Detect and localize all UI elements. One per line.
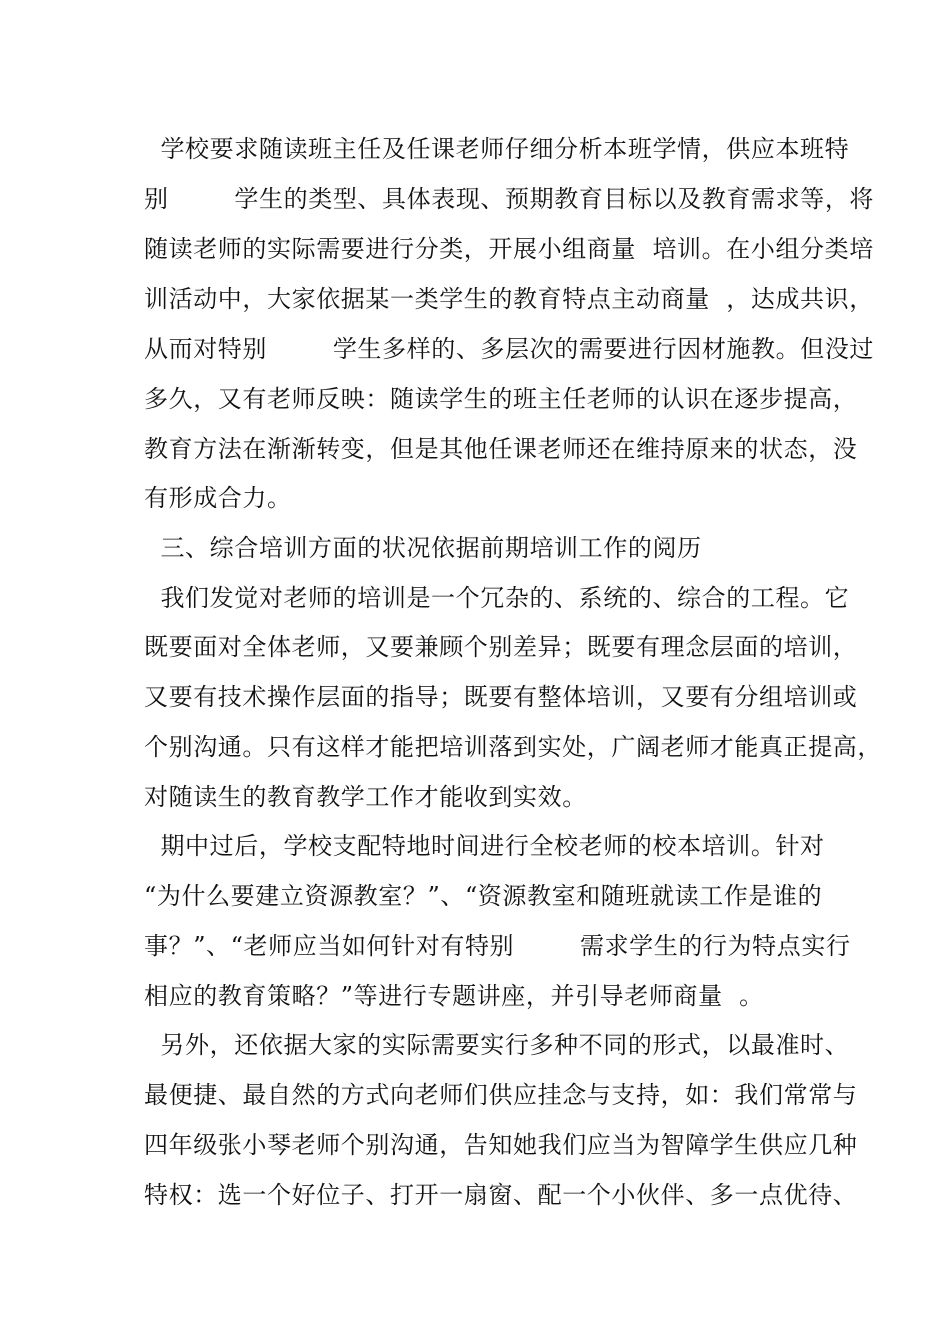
text-line: 教育方法在渐渐转变，但是其他任课老师还在维持原来的状态，没 — [144, 435, 858, 463]
section-heading: 三、综合培训方面的状况依据前期培训工作的阅历 — [144, 534, 702, 562]
text-line: 另外，还依据大家的实际需要实行多种不同的形式，以最准时、 — [144, 1031, 850, 1059]
text-line: 事？”、“老师应当如何针对有特别 需求学生的行为特点实行 — [144, 932, 851, 960]
text-line: 学校要求随读班主任及任课老师仔细分析本班学情，供应本班特 — [144, 135, 850, 163]
text-line: 既要面对全体老师，又要兼顾个别差异；既要有理念层面的培训， — [144, 633, 858, 661]
text-line: 从而对特别 学生多样的、多层次的需要进行因材施教。但没过 — [144, 335, 875, 363]
text-line: 最便捷、最自然的方式向老师们供应挂念与支持，如：我们常常与 — [144, 1081, 858, 1109]
text-line: 多久，又有老师反映：随读学生的班主任老师的认识在逐步提高， — [144, 385, 858, 413]
text-line: 四年级张小琴老师个别沟通，告知她我们应当为智障学生供应几种 — [144, 1131, 858, 1159]
text-line: 有形成合力。 — [144, 484, 292, 512]
text-line: “为什么要建立资源教室？”、“资源教室和随班就读工作是谁的 — [144, 882, 823, 910]
text-line: 别 学生的类型、具体表现、预期教育目标以及教育需求等，将 — [144, 185, 875, 213]
text-line: 我们发觉对老师的培训是一个冗杂的、系统的、综合的工程。它 — [144, 584, 850, 612]
text-line: 相应的教育策略？”等进行专题讲座，并引导老师商量 。 — [144, 982, 764, 1010]
text-line: 期中过后，学校支配特地时间进行全校老师的校本培训。针对 — [144, 832, 825, 860]
text-line: 训活动中，大家依据某一类学生的教育特点主动商量 ，达成共识， — [144, 285, 874, 313]
text-line: 特权：选一个好位子、打开一扇窗、配一个小伙伴、多一点优待、 — [144, 1181, 858, 1209]
text-line: 对随读生的教育教学工作才能收到实效。 — [144, 783, 587, 811]
text-line: 又要有技术操作层面的指导；既要有整体培训，又要有分组培训或 — [144, 683, 858, 711]
text-line: 个别沟通。只有这样才能把培训落到实处，广阔老师才能真正提高， — [144, 733, 882, 761]
text-line: 随读老师的实际需要进行分类，开展小组商量 培训。在小组分类培 — [144, 235, 874, 263]
